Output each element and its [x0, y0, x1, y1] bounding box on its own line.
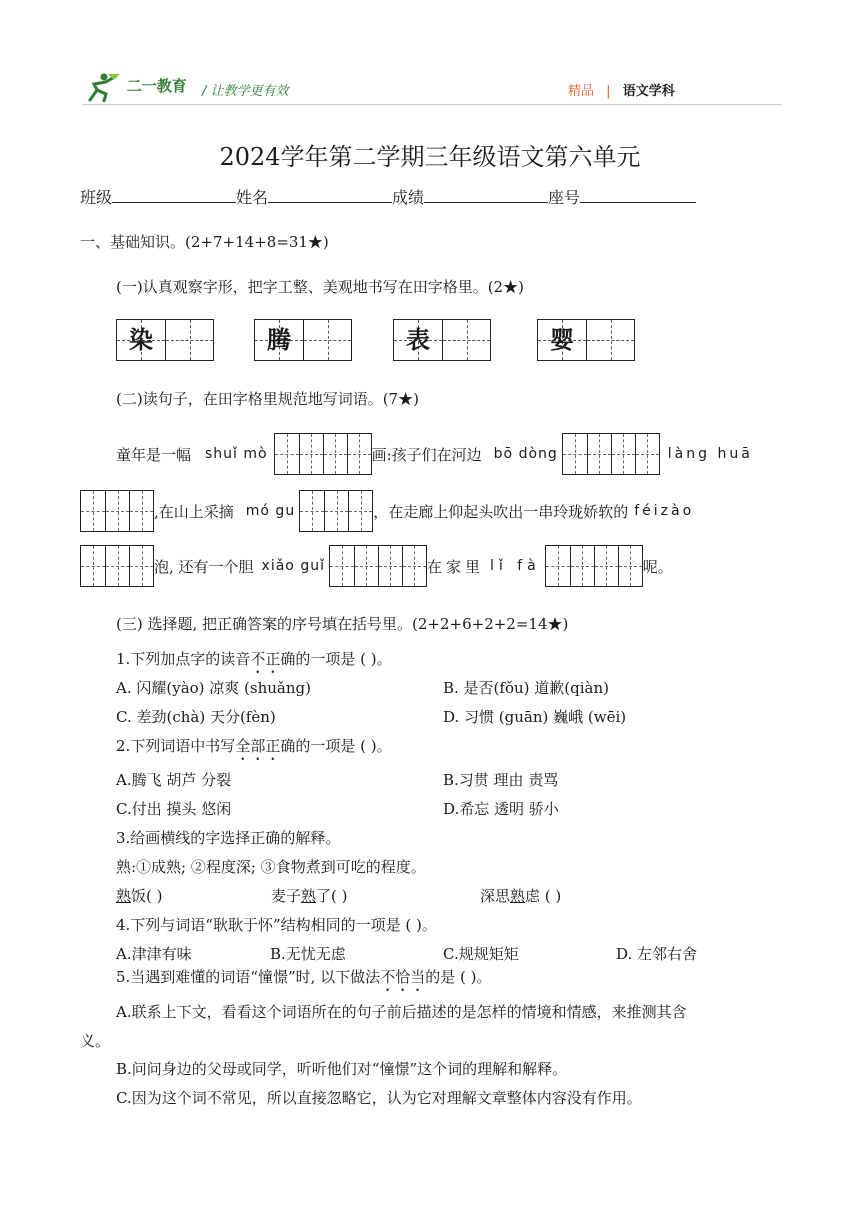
logo: [82, 72, 187, 102]
q5-option-c[interactable]: C.因为这个词不常见，所以直接忽略它，认为它对理解文章整体内容没有作用。: [116, 1089, 642, 1107]
q4-option-c[interactable]: C.规规矩矩: [443, 945, 519, 963]
pinyin: làng huā: [667, 446, 753, 462]
sentence-line-3: [80, 545, 673, 587]
part3-heading: (三) 选择题, 把正确答案的序号填在括号里。(2+2+6+2+2=14★): [116, 615, 569, 633]
runner-logo-icon: [82, 72, 122, 102]
q4-option-d[interactable]: D. 左邻右舍: [616, 945, 698, 963]
text: 泡, 还有一个胆: [154, 557, 254, 576]
class-blank[interactable]: [112, 186, 236, 203]
sentence-line-1: [116, 433, 753, 475]
word-grid[interactable]: [545, 545, 643, 587]
q1-stem: [116, 648, 392, 677]
name-label: 姓名: [236, 188, 269, 207]
pinyin: bō dòng: [493, 446, 558, 462]
pinyin: lǐ fà: [489, 558, 541, 574]
logo-text: 二一教育: [126, 77, 187, 95]
q5-option-a-cont: 义。: [80, 1032, 111, 1050]
text: 确的一项是 ( )。: [280, 650, 392, 668]
q3-item-3[interactable]: [480, 885, 561, 906]
text: 童年是一幅: [116, 445, 192, 464]
tianzige-box[interactable]: [254, 319, 352, 361]
q5-stem: [116, 966, 491, 995]
word-grid[interactable]: [274, 433, 372, 475]
model-char: 婴: [550, 326, 574, 354]
seat-label: 座号: [548, 188, 581, 207]
page-title: 2024学年第二学期三年级语文第六单元: [219, 143, 641, 171]
score-label: 成绩: [392, 188, 425, 207]
text: 深思: [480, 887, 511, 905]
model-char: 染: [129, 326, 153, 354]
q5-option-a[interactable]: A.联系上下文，看看这个词语所在的句子前后描述的是怎样的情境和情感，来推测其含: [116, 1003, 687, 1021]
q2-option-d[interactable]: D.希忘 透明 骄小: [443, 800, 559, 818]
text: 画:孩子们在河边: [371, 445, 482, 464]
info-line: [80, 185, 696, 208]
header-rule: [82, 104, 782, 105]
slogan: / 让教学更有效: [202, 84, 289, 99]
sentence-line-2: [80, 490, 694, 532]
q4-stem: 4.下列与词语“耿耿于怀”结构相同的一项是 ( )。: [116, 916, 437, 934]
q3-item-2[interactable]: [271, 885, 348, 906]
q2-option-b[interactable]: B.习贯 理由 责骂: [443, 771, 559, 789]
part2-heading: (二)读句子，在田字格里规范地写词语。(7★): [116, 390, 419, 408]
pinyin: xiǎo guǐ: [261, 558, 325, 574]
text: 饭( ): [131, 887, 163, 905]
pinyin: féizào: [634, 503, 695, 519]
section1-heading: 一、基础知识。(2+7+14+8=31★): [80, 233, 329, 251]
part1-heading: (一)认真观察字形，把字工整、美观地书写在田字格里。(2★): [116, 278, 524, 296]
q2-option-a[interactable]: A.腾飞 胡芦 分裂: [116, 771, 232, 789]
q3-stem: 3.给画横线的字选择正确的解释。: [116, 829, 341, 847]
dotted-text: 全部正: [235, 737, 281, 755]
underlined-char: 熟: [116, 887, 132, 905]
q1-option-d[interactable]: D. 习惯 (guān) 巍峨 (wēi): [443, 708, 627, 726]
tianzige-box[interactable]: [537, 319, 635, 361]
header-right: [568, 80, 675, 99]
q3-meanings: 熟:①成熟; ②程度深; ③食物煮到可吃的程度。: [116, 858, 426, 876]
q2-option-c[interactable]: C.付出 摸头 悠闲: [116, 800, 232, 818]
score-blank[interactable]: [424, 186, 548, 203]
text: 5.当遇到难懂的词语“憧憬”时, 以下做法: [116, 968, 381, 986]
seat-blank[interactable]: [580, 186, 696, 203]
underlined-char: 熟: [510, 887, 526, 905]
text: 1.下列加点字的读音: [116, 650, 251, 668]
text: 麦子: [271, 887, 302, 905]
word-grid[interactable]: [80, 490, 154, 532]
word-grid[interactable]: [299, 490, 373, 532]
tianzige-box[interactable]: [116, 319, 214, 361]
text: 2.下列词语中书写: [116, 737, 236, 755]
word-grid[interactable]: [329, 545, 427, 587]
text: 呢。: [642, 557, 673, 576]
model-char: 腾: [267, 326, 291, 354]
text: 虑 ( ): [525, 887, 562, 905]
q1-option-c[interactable]: C. 差劲(chà) 天分(fèn): [116, 708, 276, 726]
dotted-text: 不正: [250, 650, 281, 668]
pinyin: mó gu: [245, 503, 296, 519]
separator: |: [606, 84, 611, 99]
name-blank[interactable]: [268, 186, 392, 203]
word-grid[interactable]: [562, 433, 660, 475]
pinyin: shuǐ mò: [205, 446, 268, 462]
text: ，在走廊上仰起头吹出一串玲珑娇软的: [373, 502, 629, 521]
dotted-text: 不恰当: [380, 968, 426, 986]
class-label: 班级: [80, 188, 113, 207]
q5-option-b[interactable]: B.问问身边的父母或同学，听听他们对“憧憬”这个词的理解和解释。: [116, 1060, 568, 1078]
subject: 语文学科: [622, 84, 675, 99]
text: 在家里: [426, 557, 484, 576]
q2-stem: [116, 735, 392, 764]
text: 的是 ( )。: [425, 968, 492, 986]
word-grid[interactable]: [80, 545, 154, 587]
underlined-char: 熟: [301, 887, 317, 905]
text: 了( ): [316, 887, 348, 905]
q3-item-1[interactable]: [116, 885, 163, 906]
tianzige-box[interactable]: [393, 319, 491, 361]
q4-option-b[interactable]: B.无忧无虑: [270, 945, 346, 963]
text: 确的一项是 ( )。: [280, 737, 392, 755]
q1-option-a[interactable]: A. 闪耀(yào) 凉爽 (shuǎng): [116, 679, 311, 697]
model-char: 表: [406, 326, 430, 354]
q1-option-b[interactable]: B. 是否(fǒu) 道歉(qiàn): [443, 679, 609, 697]
q4-option-a[interactable]: A.津津有味: [116, 945, 192, 963]
text: ,在山上采摘: [154, 502, 234, 521]
badge: 精品: [568, 84, 595, 99]
